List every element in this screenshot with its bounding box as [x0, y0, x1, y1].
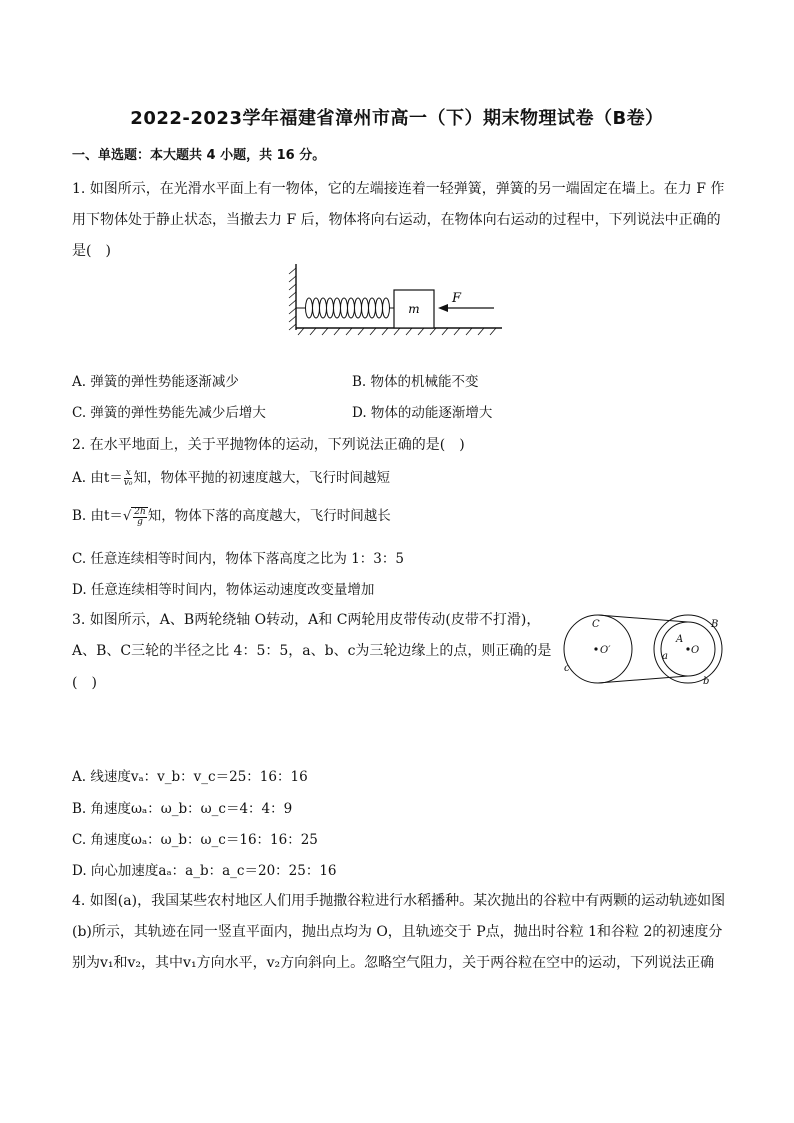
- q2-option-b-fraction: [133, 508, 147, 527]
- q3-label-A: A: [676, 634, 684, 645]
- section-heading: 一、单选题：本大题共 4 小题，共 16 分。: [72, 148, 326, 163]
- q2-option-d[interactable]: D. 任意连续相等时间内，物体运动速度改变量增加: [72, 582, 375, 598]
- q1-mass-label: m: [408, 302, 420, 316]
- q3-stem-line1: 3. 如图所示，A、B两轮绕轴 O转动，A和 C两轮用皮带传动(皮带不打滑)，: [72, 612, 541, 628]
- q2-option-b-sqrt: √ $\frac{2h}{g}$: [122, 506, 146, 527]
- q2-option-a-denominator: v₀: [123, 478, 133, 488]
- q2-option-a[interactable]: [72, 466, 390, 488]
- q3-label-O: O: [691, 645, 700, 656]
- q2-option-b[interactable]: [72, 504, 391, 527]
- q1-option-b[interactable]: B. 物体的机械能不变: [352, 374, 479, 390]
- q1-option-a[interactable]: A. 弹簧的弹性势能逐渐减少: [72, 374, 239, 390]
- q3-label-Oprime: O′: [600, 645, 611, 656]
- q3-label-a: a: [662, 651, 668, 662]
- q3-label-C: C: [592, 619, 600, 630]
- q2-option-a-prefix: A. 由t＝: [72, 470, 123, 486]
- page-title: 2022-2023学年福建省漳州市高一（下）期末物理试卷（B卷）: [130, 108, 664, 129]
- q2-option-b-numerator: 2h: [134, 506, 146, 517]
- q3-option-c[interactable]: C. 角速度ωₐ：ω_b：ω_c＝16：16：25: [72, 832, 318, 848]
- q2-option-a-suffix: 知，物体平抛的初速度越大，飞行时间越短: [133, 470, 390, 486]
- q2-option-c[interactable]: C. 任意连续相等时间内，物体下落高度之比为 1：3：5: [72, 551, 404, 567]
- q2-option-a-numerator: x: [125, 468, 131, 478]
- q4-stem-line2: (b)所示，其轨迹在同一竖直平面内，抛出点均为 O，且轨迹交于 P点，抛出时谷粒 1和谷粒 2的初速度分: [72, 924, 723, 940]
- q3-stem-line3: ( ): [72, 675, 97, 691]
- q3-label-c: c: [564, 663, 570, 674]
- q3-option-d[interactable]: D. 向心加速度aₐ：a_b：a_c＝20：25：16: [72, 863, 337, 879]
- q1-stem-line2: 用下物体处于静止状态，当撤去力 F 后，物体将向右运动，在物体向右运动的过程中，下列说法中正确的: [72, 212, 721, 228]
- q3-stem-line2: A、B、C三轮的半径之比 4：5：5，a、b、c为三轮边缘上的点，则正确的是: [72, 643, 552, 659]
- q3-option-a[interactable]: A. 线速度vₐ：v_b：v_c＝25：16：16: [72, 769, 308, 785]
- q2-option-b-suffix: 知，物体下落的高度越大，飞行时间越长: [147, 508, 391, 524]
- q2-stem: 2. 在水平地面上，关于平抛物体的运动，下列说法正确的是( ): [72, 437, 465, 453]
- q2-option-b-denominator: g: [137, 516, 143, 527]
- q1-option-d[interactable]: D. 物体的动能逐渐增大: [352, 405, 493, 421]
- q1-stem-line3: 是( ): [72, 243, 111, 259]
- q2-option-a-fraction: [124, 469, 133, 488]
- q4-stem-line3: 别为v₁和v₂，其中v₁方向水平，v₂方向斜向上。忽略空气阻力，关于两谷粒在空中的运动，下列说法正确: [72, 955, 715, 971]
- q3-label-b: b: [703, 676, 710, 687]
- q2-option-b-prefix: B. 由t＝: [72, 508, 123, 524]
- q3-pulley-figure: [560, 608, 730, 692]
- q1-spring-figure: [286, 260, 506, 336]
- q3-label-B: B: [711, 619, 719, 630]
- q1-stem-line1: 1. 如图所示，在光滑水平面上有一物体，它的左端接连着一轻弹簧，弹簧的另一端固定在墙上。在力 F 作: [72, 181, 725, 197]
- q1-option-c[interactable]: C. 弹簧的弹性势能先减少后增大: [72, 405, 266, 421]
- q1-force-label: F: [452, 291, 462, 306]
- q4-stem-line1: 4. 如图(a)，我国某些农村地区人们用手抛撒谷粒进行水稻播种。某次抛出的谷粒中有两颗的运动轨迹如图: [72, 893, 726, 909]
- q3-option-b[interactable]: B. 角速度ωₐ：ω_b：ω_c＝4：4：9: [72, 801, 293, 817]
